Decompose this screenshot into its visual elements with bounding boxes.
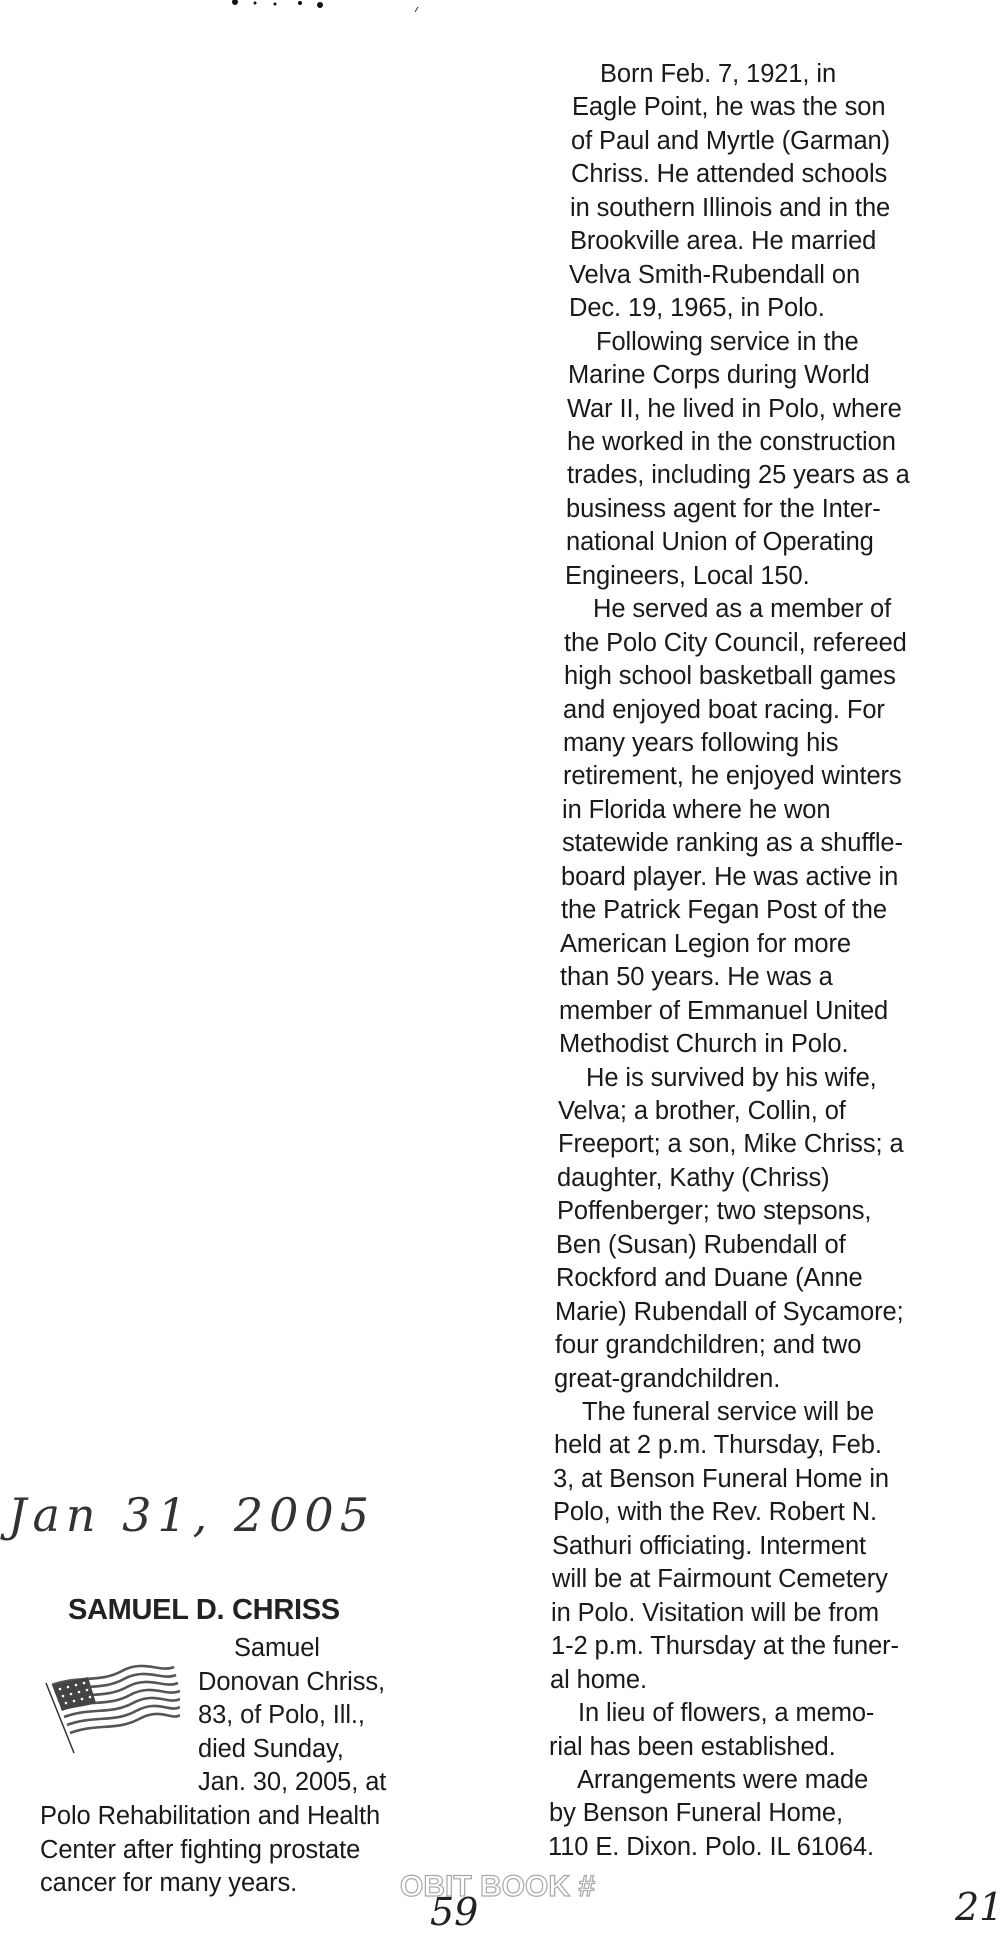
body-text-line: Engineers, Local 150. <box>565 561 810 590</box>
body-text-line: Methodist Church in Polo. <box>559 1030 849 1059</box>
intro-text-line: 83, of Polo, Ill., <box>198 1701 365 1730</box>
scan-specks <box>215 0 425 14</box>
body-text-line: in Florida where he won <box>562 795 831 824</box>
body-text-line: Marine Corps during World <box>568 361 870 390</box>
body-text-line: the Polo City Council, refereed <box>564 628 907 657</box>
body-text-line: Brookville area. He married <box>570 227 877 256</box>
body-text-line: Born Feb. 7, 1921, in <box>600 60 837 88</box>
body-text-line: board player. He was active in <box>561 862 899 891</box>
body-text-line: American Legion for more <box>560 929 851 958</box>
body-text-line: Following service in the <box>596 327 859 356</box>
body-text-line: Sathuri officiating. Interment <box>552 1531 867 1560</box>
body-text-line: high school basketball games <box>564 662 896 691</box>
body-text-line: Rockford and Duane (Anne <box>556 1264 863 1293</box>
body-text-line: trades, including 25 years as a <box>567 461 910 490</box>
body-text-line: the Patrick Fegan Post of the <box>561 896 887 925</box>
body-text-line: many years following his <box>563 729 839 757</box>
body-text-line: than 50 years. He was a <box>560 963 833 992</box>
body-text-line: Freeport; a son, Mike Chriss; a <box>558 1130 904 1159</box>
body-text-line: national Union of Operating <box>566 528 874 557</box>
intro-text-line: died Sunday, <box>198 1734 344 1763</box>
intro-text-line: Center after fighting prostate <box>40 1835 361 1864</box>
body-text-line: 1-2 p.m. Thursday at the funer- <box>551 1632 899 1661</box>
body-text-line: War II, he lived in Polo, where <box>567 394 902 423</box>
body-text-line: and enjoyed boat racing. For <box>563 695 885 724</box>
body-text-line: He is survived by his wife, <box>586 1063 877 1092</box>
body-text-line: member of Emmanuel United <box>559 996 889 1025</box>
body-text-line: Velva Smith-Rubendall on <box>569 260 861 289</box>
handwritten-date: Jan 31, 2005 <box>8 1488 375 1542</box>
body-text-line: business agent for the Inter- <box>566 494 881 523</box>
body-text-line: 110 E. Dixon. Polo. IL 61064. <box>548 1832 874 1861</box>
body-text-line: Eagle Point, he was the son <box>572 93 886 122</box>
body-text-line: Arrangements were made <box>577 1765 869 1794</box>
body-text-line: al home. <box>550 1665 648 1694</box>
body-text-line: Ben (Susan) Rubendall of <box>556 1230 846 1259</box>
body-text-line: Dec. 19, 1965, in Polo. <box>569 294 825 323</box>
body-text-line: in Polo. Visitation will be from <box>551 1598 879 1627</box>
body-text-line: great-grandchildren. <box>554 1364 781 1393</box>
body-text-line: in southern Illinois and in the <box>570 193 891 222</box>
body-text-line: he worked in the construction <box>567 427 896 456</box>
intro-text-line: Jan. 30, 2005, at <box>198 1768 387 1797</box>
body-text-line: Polo, with the Rev. Robert N. <box>553 1498 878 1527</box>
body-text-line: 3, at Benson Funeral Home in <box>553 1464 889 1493</box>
body-text-line: Velva; a brother, Collin, of <box>558 1096 846 1125</box>
body-text-line: held at 2 p.m. Thursday, Feb. <box>554 1431 882 1460</box>
body-text-line: Marie) Rubendall of Sycamore; <box>555 1297 904 1326</box>
handwritten-book-number: 59 <box>430 1890 479 1934</box>
body-text-line: will be at Fairmount Cemetery <box>552 1565 888 1594</box>
obit-book-stamp: OBIT BOOK # <box>400 1870 596 1903</box>
intro-text-line: Polo Rehabilitation and Health <box>40 1802 381 1830</box>
body-text-line: rial has been established. <box>549 1732 836 1761</box>
body-text-line: daughter, Kathy (Chriss) <box>557 1163 830 1192</box>
intro-text-line: Donovan Chriss, <box>198 1667 385 1696</box>
body-text-line: retirement, he enjoyed winters <box>563 762 902 791</box>
american-flag-icon <box>40 1655 180 1755</box>
intro-text-line: Samuel <box>234 1634 320 1662</box>
body-text-line: of Paul and Myrtle (Garman) <box>571 126 891 155</box>
body-text-line: Chriss. He attended schools <box>571 160 888 189</box>
body-text-line: In lieu of flowers, a memo- <box>578 1699 875 1728</box>
intro-text-line: cancer for many years. <box>40 1869 298 1898</box>
body-text-line: by Benson Funeral Home, <box>549 1799 843 1828</box>
body-text-line: The funeral service will be <box>582 1398 875 1426</box>
body-text-line: statewide ranking as a shuffle- <box>562 829 903 858</box>
body-text-line: Poffenberger; two stepsons, <box>557 1197 872 1226</box>
handwritten-page-number: 21 <box>955 1885 1004 1929</box>
body-text-line: He served as a member of <box>593 595 892 624</box>
body-text-line: four grandchildren; and two <box>555 1331 862 1360</box>
obituary-heading: SAMUEL D. CHRISS <box>68 1594 340 1626</box>
